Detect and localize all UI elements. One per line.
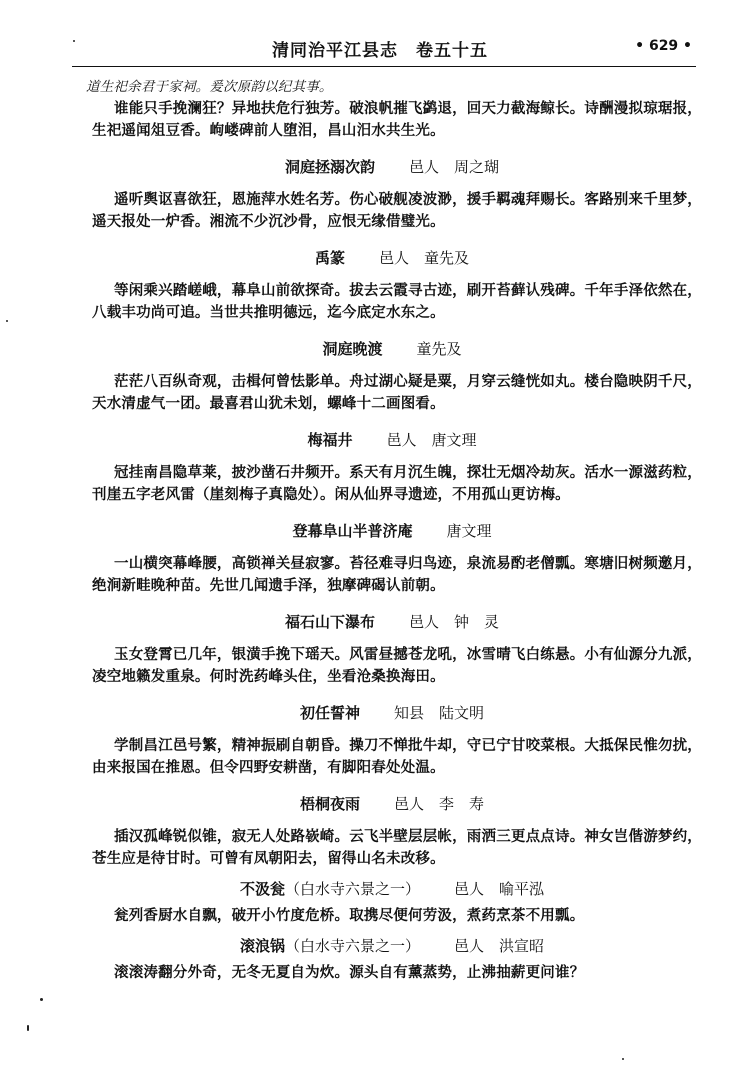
poem-title xyxy=(92,156,692,177)
poem-title-text: 洞庭晚渡 xyxy=(322,340,383,358)
poem-title xyxy=(92,878,692,899)
poem-line: 凌空地籁发重泉。何时洗药峰头住，坐看沧桑换海田。 xyxy=(92,668,445,685)
poem-author: 邑人 李 寿 xyxy=(394,795,485,813)
poem-title xyxy=(92,338,692,359)
poem-line: 学制昌江邑号繁，精神振刷自朝昏。操刀不惮批牛却，守已宁甘咬菜根。大抵保民惟勿扰， xyxy=(114,737,702,754)
poem-line: 玉女登霄已几年，银潢手挽下瑶天。风雷昼撼苍龙吼，冰雪晴飞白练悬。小有仙源分九派， xyxy=(114,646,702,663)
poem-author: 邑人 唐文理 xyxy=(386,431,477,449)
poem-line: 冠挂南昌隐草莱，披沙凿石井频开。系天有月沉生魄，探壮无烟冷劫灰。活水一源滋药粒， xyxy=(114,464,702,481)
poem-title xyxy=(92,520,692,541)
intro-line: 道生祀余君于家祠。爰次原韵以纪其事。 xyxy=(86,79,333,95)
poem-title-text: 初任誓神 xyxy=(299,704,360,722)
poem-author: 邑人 洪宣昭 xyxy=(454,937,545,955)
poem-line: 天水清虚气一团。最喜君山犹未划，螺峰十二画图看。 xyxy=(92,395,445,412)
intro-poem xyxy=(92,98,702,142)
poem-title-text: 梅福井 xyxy=(307,431,353,449)
poem-line: 一山横突幕峰腰，高锁禅关昼寂寥。苔径难寻归鸟迹，泉流易酌老僧瓢。寒塘旧树频邀月， xyxy=(114,555,702,572)
scan-speck xyxy=(622,1058,624,1060)
poem-author: 邑人 周之瑚 xyxy=(409,158,500,176)
scan-speck xyxy=(73,40,75,42)
poem-line: 苍生应是待甘时。可曾有凤朝阳去，留得山名未改移。 xyxy=(92,850,445,867)
poem-line: 遥听舆讴喜欲狂，恩施萍水姓名芳。伤心破舰凌波渺，援手羁魂拜赐长。客路别来千里梦， xyxy=(114,191,702,208)
poem-line: 由来报国在推恩。但令四野安耕凿，有脚阳春处处温。 xyxy=(92,759,445,776)
scan-speck xyxy=(40,998,43,1001)
poem-line: 插汉孤峰锐似锥，寂无人处路嵚崎。云飞半壁层层帐，雨洒三更点点诗。神女岂偕游梦约， xyxy=(114,828,702,845)
poem-title xyxy=(92,702,692,723)
poem-title-text: 禹篆 xyxy=(314,249,345,267)
poem-title xyxy=(92,247,692,268)
poem-author: 知县 陆文明 xyxy=(394,704,485,722)
book-title: 清同治平江县志 卷五十五 xyxy=(272,41,488,61)
poem-title xyxy=(92,611,692,632)
poem-author: 邑人 童先及 xyxy=(379,249,470,267)
poem-line: 瓮列香厨水自飘，破开小竹度危桥。取携尽便何劳汲，煮药烹茶不用瓢。 xyxy=(114,907,585,924)
page-number: • 629 • xyxy=(635,38,692,54)
poem-line: 等闲乘兴踏嵯峨，幕阜山前欲探奇。拔去云霞寻古迹，刷开苔藓认残碑。千年手泽依然在， xyxy=(114,282,702,299)
poem-title-note: （白水寺六景之一） xyxy=(284,880,420,898)
poem-list xyxy=(92,156,702,984)
page-content xyxy=(86,76,702,984)
poem-line: 生祀遥闻俎豆香。岣嵝碑前人堕泪，昌山汨水共生光。 xyxy=(92,122,445,139)
scan-speck xyxy=(27,1025,29,1031)
page-header xyxy=(72,26,696,67)
poem-line: 绝涧新畦晚种苗。先世几闻遗手泽，独摩碑碣认前朝。 xyxy=(92,577,445,594)
poem-title-text: 梧桐夜雨 xyxy=(299,795,360,813)
poem-title-text: 滚浪锅 xyxy=(239,937,285,955)
poem-line: 滚滚涛翻分外奇，无冬无夏自为炊。源头自有薰蒸势，止沸抽薪更问谁？ xyxy=(114,964,585,981)
poem-author: 邑人 钟 灵 xyxy=(409,613,500,631)
poem-line: 遥天报处一炉香。湘流不少沉沙骨，应恨无缘借璧光。 xyxy=(92,213,445,230)
poem-author: 唐文理 xyxy=(446,522,492,540)
poem-author: 邑人 喻平泓 xyxy=(454,880,545,898)
poem-line: 茫茫八百纵奇观，击楫何曾怯影单。舟过湖心疑是粟，月穿云缝恍如丸。楼台隐映阴千尺， xyxy=(114,373,702,390)
poem-title xyxy=(92,793,692,814)
poem-title-note: （白水寺六景之一） xyxy=(284,937,420,955)
poem-title xyxy=(92,429,692,450)
poem-author: 童先及 xyxy=(416,340,462,358)
scan-speck xyxy=(6,320,8,322)
poem-title-text: 登幕阜山半普济庵 xyxy=(292,522,413,540)
poem-line: 刊崖五字老风雷（崖刻梅子真隐处）。闲从仙界寻遗迹，不用孤山更访梅。 xyxy=(92,486,570,503)
poem-title xyxy=(92,935,692,956)
poem-title-text: 洞庭拯溺次韵 xyxy=(284,158,375,176)
poem-line: 谁能只手挽澜狂？异地扶危行独芳。破浪帆摧飞鹢退，回天力截海鲸长。诗酬漫拟琼琚报， xyxy=(114,100,702,117)
poem-line: 八载丰功尚可追。当世共推明德远，迄今底定水东之。 xyxy=(92,304,445,321)
poem-title-text: 福石山下瀑布 xyxy=(284,613,375,631)
poem-title-text: 不汲瓮 xyxy=(239,880,285,898)
